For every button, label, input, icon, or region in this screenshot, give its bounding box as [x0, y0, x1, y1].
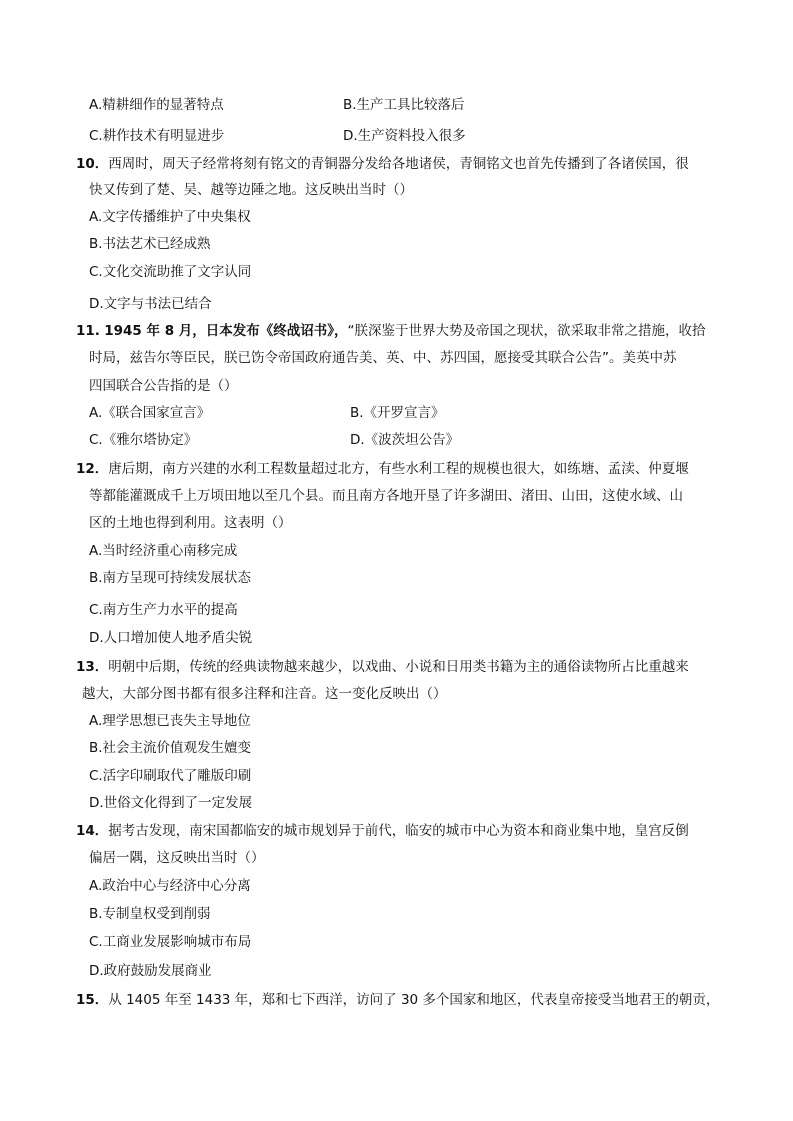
q15-number: 15． [76, 992, 109, 1008]
q14-option-b: B.专制皇权受到削弱 [89, 906, 211, 922]
q12-option-b: B.南方呈现可持续发展状态 [89, 570, 252, 586]
q9-option-b: B.生产工具比较落后 [343, 97, 465, 113]
q10-option-b: B.书法艺术已经成熟 [89, 236, 211, 252]
q14-stem-line1: 据考古发现，南宋国都临安的城市规划异于前代，临安的城市中心为资本和商业集中地，皇宫反倒 [108, 823, 689, 839]
q9-option-d: D.生产资料投入很多 [343, 128, 466, 144]
q13-stem [76, 657, 689, 677]
q10-option-a: A.文字传播维护了中央集权 [89, 209, 251, 225]
q10-stem-line1: 西周时，周天子经常将刻有铭文的青铜器分发给各地诸侯，青铜铭文也首先传播到了各诸侯国，很 [108, 156, 689, 172]
q10-option-c: C.文化交流助推了文字认同 [89, 264, 252, 280]
q11-option-b: B.《开罗宣言》 [350, 405, 445, 421]
q13-option-b: B.社会主流价值观发生嬗变 [89, 740, 252, 756]
q15-stem [76, 990, 719, 1010]
q11-stem-line2: 时局，兹告尔等臣民，朕已饬令帝国政府通告美、英、中、苏四国，愿接受其联合公告”。美英中苏 [89, 350, 677, 366]
q11-stem [76, 321, 706, 341]
q11-option-a: A.《联合国家宣言》 [89, 405, 211, 421]
q11-number: 11. [76, 323, 100, 339]
q13-stem-line1: 明朝中后期，传统的经典读物越来越少，以戏曲、小说和日用类书籍为主的通俗读物所占比重越来 [108, 659, 689, 675]
q10-stem-line2: 快又传到了楚、吴、越等边陲之地。这反映出当时（） [89, 182, 413, 198]
q14-number: 14． [76, 823, 109, 839]
q15-stem-line1: 从 1405 年至 1433 年，郑和七下西洋，访问了 30 多个国家和地区，代表皇帝接受当地君王的朝贡， [108, 992, 720, 1008]
q12-stem-line1: 唐后期，南方兴建的水利工程数量超过北方，有些水利工程的规模也很大，如练塘、孟渎、仲夏堰 [108, 461, 689, 477]
q13-option-d: D.世俗文化得到了一定发展 [89, 795, 253, 811]
q14-stem [76, 821, 689, 841]
q13-option-a: A.理学思想已丧失主导地位 [89, 713, 251, 729]
q13-stem-line2: 越大，大部分图书都有很多注释和注音。这一变化反映出（） [82, 686, 447, 702]
q13-number: 13． [76, 659, 109, 675]
q14-option-a: A.政治中心与经济中心分离 [89, 878, 251, 894]
q12-stem-line2: 等都能灌溉成千上万顷田地以至几个县。而且南方各地开垦了许多湖田、渚田、山田，这使水域、山 [89, 488, 683, 504]
q9-option-c: C.耕作技术有明显进步 [89, 128, 225, 144]
q12-option-c: C.南方生产力水平的提高 [89, 602, 238, 618]
q11-stem-line3: 四国联合公告指的是（） [89, 378, 238, 394]
q12-option-a: A.当时经济重心南移完成 [89, 543, 238, 559]
q9-option-a: A.精耕细作的显著特点 [89, 97, 224, 113]
q13-option-c: C.活字印刷取代了雕版印刷 [89, 768, 252, 784]
q12-number: 12． [76, 461, 109, 477]
q10-number: 10． [76, 156, 109, 172]
q12-stem-line3: 区的土地也得到利用。这表明（） [89, 515, 292, 531]
q14-option-c: C.工商业发展影响城市布局 [89, 934, 252, 950]
q11-option-d: D.《波茨坦公告》 [350, 432, 460, 448]
q12-option-d: D.人口增加使人地矛盾尖锐 [89, 630, 253, 646]
q10-option-d: D.文字与书法已结合 [89, 296, 212, 312]
q10-stem [76, 154, 689, 174]
q11-stem-line1b: “朕深鉴于世界大势及帝国之现状，欲采取非常之措施，收拾 [347, 323, 706, 339]
q14-stem-line2: 偏居一隅，这反映出当时（） [89, 850, 265, 866]
q11-stem-line1a: 1945 年 8 月，日本发布《终战诏书》， [104, 323, 348, 339]
q12-stem [76, 459, 689, 479]
q14-option-d: D.政府鼓励发展商业 [89, 963, 212, 979]
q11-option-c: C.《雅尔塔协定》 [89, 432, 198, 448]
